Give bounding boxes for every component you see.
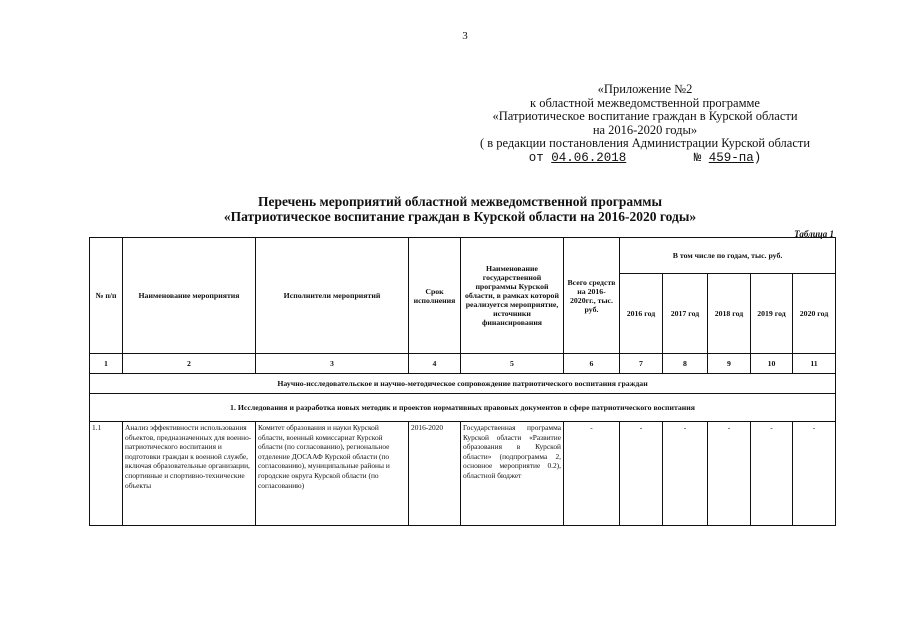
- header-total: Всего средств на 2016-2020гг., тыс. руб.: [564, 238, 620, 354]
- column-number: 8: [663, 354, 708, 374]
- document-title: [180, 194, 740, 224]
- column-number: 9: [708, 354, 751, 374]
- table-row: [90, 422, 836, 526]
- title-line-1: Перечень мероприятий областной межведомственной программы: [257, 194, 663, 209]
- section-title: Научно-исследовательское и научно-методическое сопровождение патриотического воспитания граждан: [90, 374, 836, 394]
- row-2017: -: [663, 422, 708, 526]
- header-2019: 2019 год: [751, 274, 793, 354]
- header-executors: Исполнители мероприятий: [256, 238, 409, 354]
- row-name: Анализ эффективности использования объектов, предназначенных для военно-патриотического воспитания и подготовки граждан к военной службе, включая образовательные организации, спортивные и спортивно-технические объекты: [123, 422, 256, 526]
- table-label: Таблица 1: [794, 229, 834, 239]
- resolution-reference: [460, 151, 830, 166]
- row-num: 1.1: [90, 422, 123, 526]
- header-2018: 2018 год: [708, 274, 751, 354]
- title-line-2: «Патриотическое воспитание граждан в Курской области на 2016-2020 годы»: [223, 209, 697, 224]
- header-2017: 2017 год: [663, 274, 708, 354]
- column-number: 5: [461, 354, 564, 374]
- column-number: 3: [256, 354, 409, 374]
- page-number: 3: [462, 30, 468, 42]
- column-number: 10: [751, 354, 793, 374]
- header-row-1: [90, 238, 836, 274]
- row-2016: -: [620, 422, 663, 526]
- column-number: 7: [620, 354, 663, 374]
- section-row: [90, 374, 836, 394]
- subsection-title: 1. Исследования и разработка новых методик и проектов нормативных правовых документов в сфере патриотического воспитания: [90, 394, 836, 422]
- row-total: -: [564, 422, 620, 526]
- header-num: № п/п: [90, 238, 123, 354]
- header-name: Наименование мероприятия: [123, 238, 256, 354]
- header-2020: 2020 год: [793, 274, 836, 354]
- row-term: 2016-2020: [409, 422, 461, 526]
- number-prefix: №: [693, 150, 709, 165]
- appendix-line-4: на 2016-2020 годы»: [592, 122, 698, 137]
- column-number: 6: [564, 354, 620, 374]
- column-number: 4: [409, 354, 461, 374]
- row-2019: -: [751, 422, 793, 526]
- appendix-line-2: к областной межведомственной программе: [530, 95, 760, 110]
- subsection-row: [90, 394, 836, 422]
- closing-paren: ): [753, 150, 762, 165]
- row-executors: Комитет образования и науки Курской области, военный комиссариат Курской области (по согласованию), региональное отделение ДОСААФ Курской области (по согласованию), муниципальные районы и городские округа Курской области (по согласованию): [256, 422, 409, 526]
- column-number: 11: [793, 354, 836, 374]
- resolution-number: 459-па: [708, 150, 754, 165]
- row-2018: -: [708, 422, 751, 526]
- row-2020: -: [793, 422, 836, 526]
- header-term: Срок исполнения: [409, 238, 461, 354]
- header-2016: 2016 год: [620, 274, 663, 354]
- row-program: Государственная программа Курской области «Развитие образования в Курской области» (подпрограмма 2, основное мероприятие 0.2), областной бюджет: [461, 422, 564, 526]
- appendix-line-1: «Приложение №2: [597, 82, 693, 96]
- header-by-year: В том числе по годам, тыс. руб.: [620, 238, 836, 274]
- appendix-block: [460, 83, 830, 165]
- column-numbers-row: [90, 354, 836, 374]
- resolution-date: 04.06.2018: [551, 150, 627, 165]
- measures-table: [89, 237, 836, 526]
- column-number: 2: [123, 354, 256, 374]
- header-program: Наименование государственной программы Курской области, в рамках которой реализуется мероприятие, источники финансирования: [461, 238, 564, 354]
- date-prefix: от: [528, 150, 552, 165]
- appendix-line-3: «Патриотическое воспитание граждан в Курской области: [492, 109, 798, 123]
- column-number: 1: [90, 354, 123, 374]
- appendix-line-5: ( в редакции постановления Администрации Курской области: [479, 136, 811, 150]
